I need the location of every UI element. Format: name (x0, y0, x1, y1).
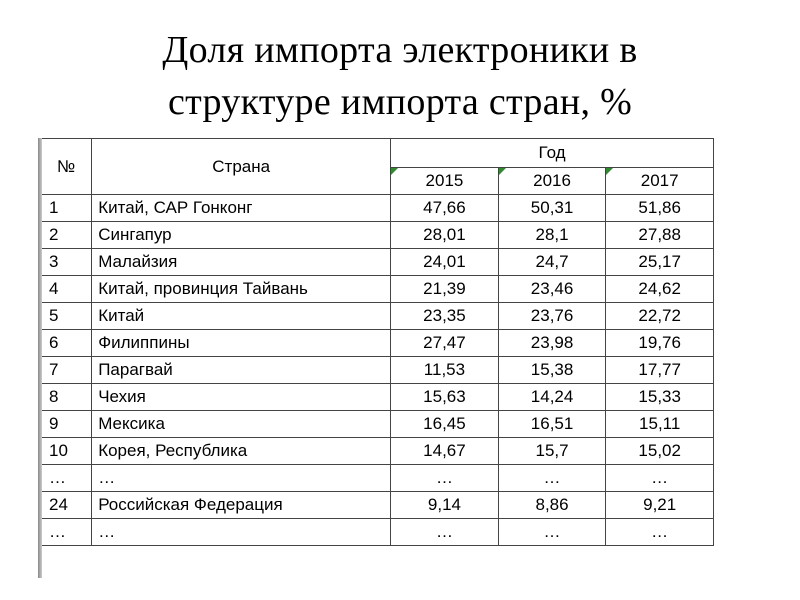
table-row (41, 357, 714, 384)
row-value-2016: 23,76 (498, 303, 606, 330)
row-value-2016: 50,31 (498, 195, 606, 222)
table-row (41, 276, 714, 303)
header-year-2017 (606, 168, 714, 195)
row-value-2015: 27,47 (391, 330, 499, 357)
row-country: … (92, 465, 391, 492)
row-num: 1 (41, 195, 92, 222)
row-value-2017: … (606, 519, 714, 546)
row-value-2017: … (606, 465, 714, 492)
row-value-2015: 14,67 (391, 438, 499, 465)
row-value-2015: 11,53 (391, 357, 499, 384)
row-num: 6 (41, 330, 92, 357)
row-value-2017: 15,33 (606, 384, 714, 411)
slide-title-line-1: Доля импорта электроники в (162, 29, 638, 71)
row-country: Корея, Республика (92, 438, 391, 465)
row-country: … (92, 519, 391, 546)
row-value-2016: 15,7 (498, 438, 606, 465)
row-value-2015: 24,01 (391, 249, 499, 276)
row-country: Мексика (92, 411, 391, 438)
row-value-2016: 28,1 (498, 222, 606, 249)
table-row (41, 438, 714, 465)
header-num: № (41, 139, 92, 195)
row-value-2017: 22,72 (606, 303, 714, 330)
row-value-2015: 9,14 (391, 492, 499, 519)
row-value-2016: 23,46 (498, 276, 606, 303)
row-value-2017: 19,76 (606, 330, 714, 357)
table-body (41, 195, 714, 546)
table-row (41, 303, 714, 330)
row-num: 3 (41, 249, 92, 276)
row-num: 2 (41, 222, 92, 249)
row-value-2017: 15,02 (606, 438, 714, 465)
row-num: 24 (41, 492, 92, 519)
header-year-group: Год (391, 139, 714, 168)
row-num: 9 (41, 411, 92, 438)
row-value-2016: 16,51 (498, 411, 606, 438)
row-num: … (41, 519, 92, 546)
table-row (41, 492, 714, 519)
row-num: 5 (41, 303, 92, 330)
row-value-2017: 51,86 (606, 195, 714, 222)
row-country: Филиппины (92, 330, 391, 357)
table-row (41, 330, 714, 357)
cell-comment-marker (606, 168, 613, 175)
row-value-2017: 9,21 (606, 492, 714, 519)
table-row (41, 222, 714, 249)
row-value-2015: 23,35 (391, 303, 499, 330)
row-num: 7 (41, 357, 92, 384)
header-year-2016-label: 2016 (533, 171, 571, 190)
row-value-2015: … (391, 519, 499, 546)
header-country: Страна (92, 139, 391, 195)
row-num: 4 (41, 276, 92, 303)
row-value-2015: … (391, 465, 499, 492)
table-row-ellipsis (41, 465, 714, 492)
row-value-2015: 16,45 (391, 411, 499, 438)
table-row-ellipsis (41, 519, 714, 546)
table-header-row (41, 139, 714, 168)
row-num: … (41, 465, 92, 492)
row-value-2017: 27,88 (606, 222, 714, 249)
row-country: Малайзия (92, 249, 391, 276)
row-value-2016: … (498, 465, 606, 492)
header-year-2015-label: 2015 (425, 171, 464, 190)
slide-title (0, 24, 800, 128)
row-country: Российская Федерация (92, 492, 391, 519)
row-value-2016: 15,38 (498, 357, 606, 384)
row-country: Чехия (92, 384, 391, 411)
row-value-2015: 21,39 (391, 276, 499, 303)
table-row (41, 411, 714, 438)
row-country: Сингапур (92, 222, 391, 249)
row-country: Китай (92, 303, 391, 330)
row-value-2016: 23,98 (498, 330, 606, 357)
row-value-2016: 8,86 (498, 492, 606, 519)
row-value-2015: 28,01 (391, 222, 499, 249)
row-value-2015: 47,66 (391, 195, 499, 222)
table-row (41, 195, 714, 222)
row-num: 8 (41, 384, 92, 411)
row-value-2017: 24,62 (606, 276, 714, 303)
row-country: Парагвай (92, 357, 391, 384)
table-row (41, 384, 714, 411)
row-value-2017: 25,17 (606, 249, 714, 276)
import-share-table (40, 138, 714, 546)
row-country: Китай, САР Гонконг (92, 195, 391, 222)
cell-comment-marker (391, 168, 398, 175)
row-value-2017: 15,11 (606, 411, 714, 438)
header-year-2017-label: 2017 (640, 171, 679, 190)
row-value-2016: 14,24 (498, 384, 606, 411)
table-row (41, 249, 714, 276)
row-value-2016: 24,7 (498, 249, 606, 276)
cell-comment-marker (499, 168, 506, 175)
row-value-2016: … (498, 519, 606, 546)
import-share-table-container (40, 138, 714, 578)
row-value-2017: 17,77 (606, 357, 714, 384)
header-year-2015 (391, 168, 499, 195)
row-num: 10 (41, 438, 92, 465)
header-year-2016 (498, 168, 606, 195)
row-value-2015: 15,63 (391, 384, 499, 411)
row-country: Китай, провинция Тайвань (92, 276, 391, 303)
slide-title-line-2: структуре импорта стран, % (167, 81, 633, 123)
